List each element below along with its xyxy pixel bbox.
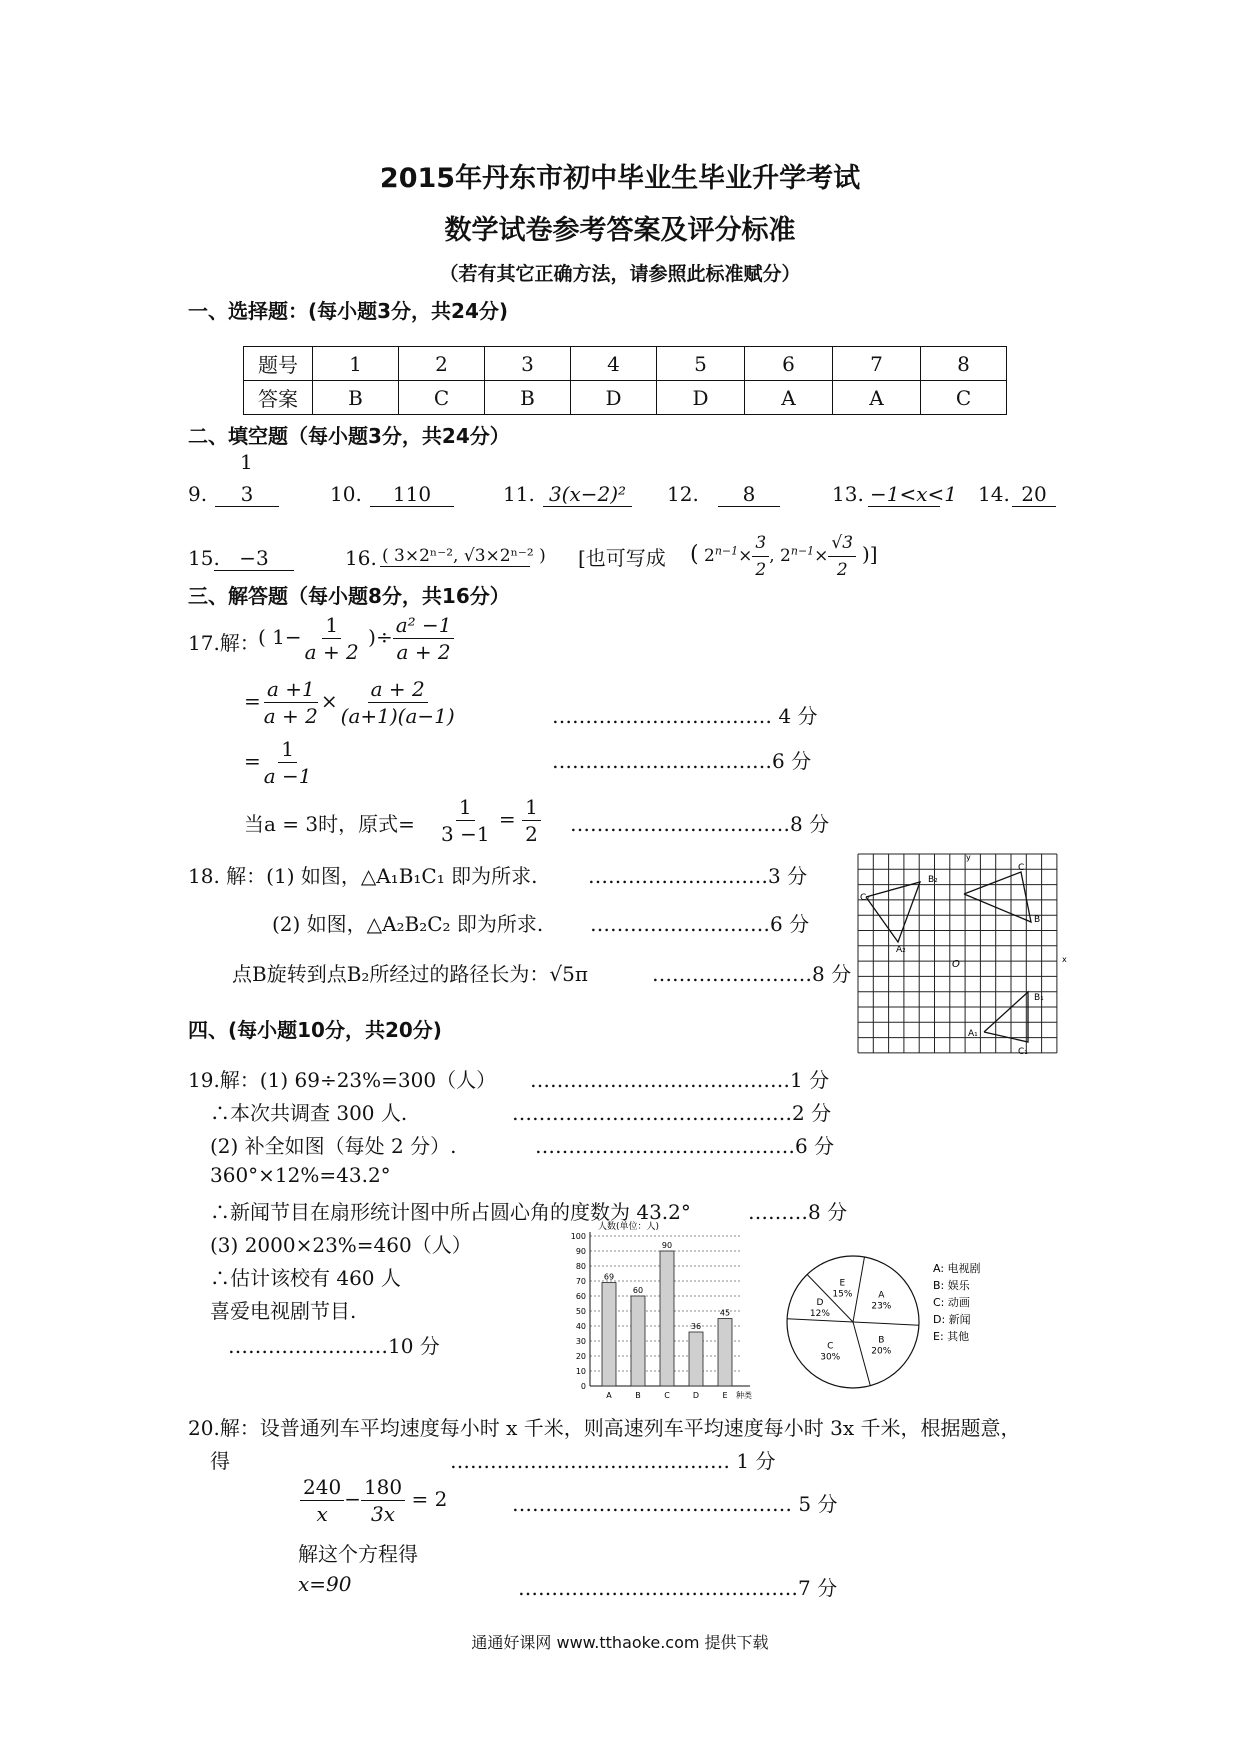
table-cell: C: [921, 381, 1007, 415]
q11-answer: 3(x−2)²: [543, 482, 632, 507]
q16-frac-1: $\frac{3}{2}$: [752, 530, 769, 583]
table-row: [244, 381, 1007, 415]
q17-expression: ( 1− $\frac{1}{a + 2}$ )÷ $\frac{\text{a² −1}}{a + 2}$: [258, 612, 454, 665]
pie-legend-item: B: 娱乐: [933, 1279, 970, 1292]
q20-equation: $\frac{240}{x}$ − $\frac{180}{3x}$ = 2: [300, 1474, 447, 1527]
table-cell: 6: [745, 347, 833, 381]
q20-line2-score: …………………………………… 1 分: [450, 1449, 776, 1473]
bar-value-label: 90: [661, 1241, 673, 1250]
table-cell: B: [313, 381, 399, 415]
row-label-answer: 答案: [244, 381, 313, 415]
pie-slice-value: 15%: [832, 1289, 853, 1300]
q15-answer: −3: [214, 546, 294, 571]
q17-when-text: 当a = 3时，原式=: [244, 812, 415, 836]
section3-heading: 三、解答题（每小题8分，共16分）: [188, 584, 510, 608]
q13-number: 13.: [832, 482, 864, 506]
q12-number: 12.: [667, 482, 699, 506]
table-cell: 7: [833, 347, 921, 381]
bar-D: [689, 1332, 703, 1386]
label-a1: A₁: [968, 1029, 978, 1039]
q19-line4: 360°×12%=43.2°: [210, 1163, 391, 1187]
pie-slice-C: [853, 1322, 870, 1386]
bar-B: [631, 1296, 645, 1386]
table-cell: 4: [571, 347, 657, 381]
bar-value-label: 60: [632, 1286, 644, 1295]
label-b: B: [1034, 915, 1041, 925]
q16-number: 16.: [345, 546, 377, 570]
q19-line1-score: …………………………………1 分: [530, 1068, 830, 1092]
q10-answer: 110: [370, 482, 454, 507]
q19-line6: (3) 2000×23%=460（人）: [210, 1233, 472, 1257]
bar-value-label: 36: [690, 1322, 702, 1331]
q20-line3: 解这个方程得: [298, 1542, 418, 1566]
table-cell: 3: [485, 347, 571, 381]
label-b2: B₂: [928, 875, 938, 885]
table-cell: C: [399, 381, 485, 415]
q17-label: 17.解：: [188, 631, 260, 655]
table-cell: B: [485, 381, 571, 415]
table-cell: D: [657, 381, 745, 415]
q19-line7: ∴估计该校有 460 人: [210, 1266, 401, 1290]
q20-line4: x=90: [298, 1572, 352, 1596]
pie-slice-label: A: [878, 1290, 885, 1301]
q17-step2: = $\frac{1}{a -1}$: [244, 737, 312, 788]
table-cell: 5: [657, 347, 745, 381]
q16-alt-suffix: )]: [862, 542, 878, 566]
pie-legend-item: A: 电视剧: [933, 1262, 981, 1275]
bar-tick-label: 100: [570, 1232, 586, 1241]
q16-alt-prefix: [也可写成: [578, 546, 666, 570]
q19-line2: ∴本次共调查 300 人.: [210, 1101, 408, 1125]
q16-alt-part2: $2^{n-1}\times$: [780, 544, 829, 566]
label-c2: C₂: [860, 893, 870, 903]
pie-slice-label: C: [827, 1341, 834, 1352]
row-label-number: 题号: [244, 347, 313, 381]
bar-value-label: 69: [603, 1272, 615, 1282]
pie-slice-value: 20%: [871, 1346, 892, 1357]
table-cell: 1: [313, 347, 399, 381]
section4-heading: 四、(每小题10分，共20分): [188, 1018, 442, 1042]
bar-tick-label: 60: [575, 1292, 586, 1301]
bar-tick-label: 80: [575, 1262, 586, 1271]
doc-title-1: 2015年丹东市初中毕业生毕业升学考试: [379, 163, 861, 194]
bar-tick-label: 70: [575, 1277, 586, 1286]
q15-number: 15.: [188, 546, 220, 570]
bar-tick-label: 40: [575, 1322, 586, 1331]
bar-chart: [560, 1218, 765, 1408]
bar-A: [602, 1283, 616, 1387]
bar-chart-xlabel: 种类: [736, 1391, 752, 1400]
table-cell: 2: [399, 347, 485, 381]
label-o: O: [952, 959, 960, 970]
label-y-axis: y: [966, 853, 971, 862]
q18-line3: 点B旋转到点B₂所经过的路径长为：√5π: [232, 962, 589, 986]
table-cell: 8: [921, 347, 1007, 381]
triangle-a1b1c1: [984, 992, 1028, 1042]
q17-step1: = $\frac{a +1}{a + 2}$ × $\frac{a + 2}{(a+1)(a-1)}$: [244, 677, 455, 728]
q14-number: 14.: [978, 482, 1010, 506]
pie-slice-D: [787, 1319, 853, 1322]
triangle-a2b2c2: [866, 882, 920, 942]
q18-line2: (2) 如图，△A₂B₂C₂ 即为所求.: [272, 912, 544, 936]
q9-number: 9.: [188, 482, 208, 506]
q19-line5-score: ………8 分: [748, 1200, 848, 1224]
q16-answer: ( 3×2ⁿ⁻², √3×2ⁿ⁻² ): [382, 546, 546, 566]
q17-step1-score: …………………………… 4 分: [552, 704, 818, 728]
q18-line3-score: ……………………8 分: [652, 962, 852, 986]
q19-line2-score: ……………………………………2 分: [512, 1101, 832, 1125]
label-a2: A₂: [896, 945, 906, 955]
label-x-axis: x: [1062, 955, 1067, 964]
bar-category-label: D: [692, 1391, 700, 1400]
q20-line1: 20.解：设普通列车平均速度每小时 x 千米，则高速列车平均速度每小时 3x 千米，根据题意，: [188, 1416, 1021, 1440]
bar-tick-label: 30: [575, 1337, 586, 1346]
q16-alt: ( $2^{n-1}\times$ $\frac{3}{2}$ , $2^{n-1}\times$ $\frac{√3}{2}$: [690, 530, 856, 583]
section2-heading: 二、填空题（每小题3分，共24分）: [188, 424, 510, 448]
answer-table: [243, 346, 1007, 415]
bar-category-label: E: [722, 1391, 728, 1400]
label-c: C: [1018, 863, 1025, 873]
bar-value-label: 45: [719, 1308, 731, 1318]
pie-slice-label: E: [839, 1278, 846, 1289]
pie-slice-value: 23%: [871, 1301, 892, 1312]
q17-step3-score: ……………………………8 分: [570, 812, 830, 836]
q9-answer-num: 1: [240, 450, 253, 474]
label-c1: C₁: [1018, 1047, 1028, 1057]
table-cell: A: [745, 381, 833, 415]
pie-legend-item: E: 其他: [933, 1330, 970, 1343]
q17-result: $\frac{1}{3 -1}$ = $\frac{1}{2}$: [438, 794, 541, 847]
q13-answer: −1<x<1: [870, 482, 958, 506]
q19-line1: 19.解：(1) 69÷23%=300（人）: [188, 1068, 497, 1092]
pie-slice-B: [853, 1322, 919, 1325]
q20-equation-score: …………………………………… 5 分: [512, 1492, 838, 1516]
pie-slice-label: D: [816, 1298, 824, 1309]
bar-tick-label: 50: [575, 1307, 586, 1316]
q16-frac-2: $\frac{√3}{2}$: [828, 530, 856, 583]
q18-line2-score: ………………………6 分: [590, 912, 810, 936]
doc-title-2: 数学试卷参考答案及评分标准: [444, 215, 796, 246]
pie-chart: [785, 1252, 1085, 1402]
pie-slice-label: B: [878, 1335, 885, 1346]
doc-note: （若有其它正确方法，请参照此标准赋分）: [439, 263, 801, 285]
table-row: [244, 347, 1007, 381]
bar-category-label: B: [635, 1391, 641, 1400]
bar-C: [660, 1251, 674, 1386]
q20-line2: 得: [210, 1449, 230, 1473]
bar-tick-label: 90: [575, 1247, 586, 1256]
q17-step2-score: ……………………………6 分: [552, 749, 812, 773]
q19-line9: ……………………10 分: [228, 1334, 440, 1358]
pie-slice-A: [853, 1257, 864, 1322]
pie-slice-value: 30%: [820, 1352, 841, 1363]
q18-line1: 18. 解：(1) 如图，△A₁B₁C₁ 即为所求.: [188, 864, 538, 888]
label-b1: B₁: [1034, 993, 1044, 1003]
bar-tick-label: 20: [575, 1352, 586, 1361]
bar-E: [718, 1319, 732, 1387]
table-cell: A: [833, 381, 921, 415]
q9-answer-den: 3: [215, 482, 279, 507]
bar-chart-title: 人数(单位：人): [598, 1222, 660, 1232]
bar-category-label: A: [606, 1391, 612, 1400]
bar-category-label: C: [664, 1391, 670, 1400]
footer-credit: 通通好课网 www.tthaoke.com 提供下载: [471, 1633, 769, 1652]
q19-line8: 喜爱电视剧节目.: [210, 1299, 357, 1323]
coordinate-grid-figure: [856, 852, 1070, 1062]
q11-number: 11.: [503, 482, 535, 506]
pie-legend-item: C: 动画: [933, 1296, 970, 1309]
bar-tick-label: 10: [575, 1367, 586, 1376]
q19-line3: (2) 补全如图（每处 2 分）.: [210, 1134, 457, 1158]
q19-line5: ∴新闻节目在扇形统计图中所占圆心角的度数为 43.2°: [210, 1200, 691, 1224]
q16-alt-part1: $2^{n-1}\times$: [704, 544, 753, 566]
q12-answer: 8: [718, 482, 780, 507]
table-cell: D: [571, 381, 657, 415]
pie-slice-value: 12%: [809, 1309, 830, 1320]
section1-heading: 一、选择题：(每小题3分，共24分): [188, 299, 509, 323]
pie-legend-item: D: 新闻: [933, 1313, 971, 1326]
bar-tick-label: 0: [580, 1382, 586, 1391]
q14-answer: 20: [1012, 482, 1056, 507]
q19-line3-score: …………………………………6 分: [535, 1134, 835, 1158]
q20-line4-score: ……………………………………7 分: [518, 1576, 838, 1600]
q18-line1-score: ………………………3 分: [588, 864, 808, 888]
q10-number: 10.: [330, 482, 362, 506]
triangle-abc: [964, 872, 1031, 922]
